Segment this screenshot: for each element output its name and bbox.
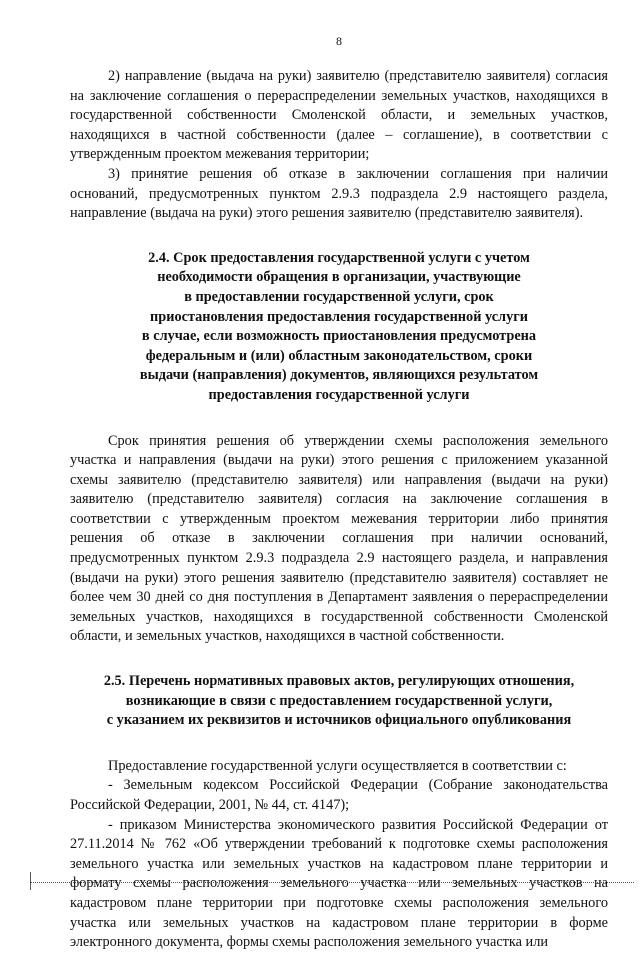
heading-line: федеральным и (или) областным законодательством, сроки [145, 347, 533, 364]
heading-line: необходимости обращения в организации, участвующие [157, 269, 521, 286]
heading-line: 2.5. Перечень нормативных правовых актов, регулирующих отношения, [103, 673, 575, 690]
section-2-5-item-land-code: - Земельным кодексом Российской Федерации (Собрание законодательства Российской Федерации, 2001, № 44, ст. 4147); [70, 777, 608, 813]
section-2-4-body: Срок принятия решения об утверждении схемы расположения земельного участка и направления (выдачи на руки) этого решения с приложением указанной схемы заявителю (представителю заявителя) или направления (выдачи на руки) заявителю (представителю заявителя) согласия на заключение соглашения в соответствии с утвержденным проектом межевания территории либо принятия решения об отказе в заключении соглашения при наличии оснований, предусмотренных пунктом 2.9.3 подраздела 2.9 настоящего раздела, и направления (выдачи на руки) этого решения заявителю (представителю заявителя) составляет не более чем 30 дней со дня поступления в Департамент заявления о перераспределении земельных участков, находящихся в государственной собственности Смоленской области, и земельных участков, находящихся в частной собственности. [70, 432, 608, 645]
heading-line: приостановления предоставления государственной услуги [150, 308, 528, 325]
heading-line: с указанием их реквизитов и источников официального опубликования [106, 712, 572, 729]
scan-edge-mark [30, 872, 31, 890]
page-bottom-divider [30, 882, 634, 883]
section-heading-line [70, 249, 608, 406]
heading-line: возникающие в связи с предоставлением государственной услуги, [125, 692, 553, 709]
intro-item-2: 2) направление (выдача на руки) заявителю (представителю заявителя) согласия на заключение соглашения о перераспределении земельных участков, находящихся в государственной собственности Смоленской области, и земельных участков, находящихся в частной собственности (далее – соглашение), в соответствии с утвержденным проектом межевания территории; [70, 68, 608, 163]
page-number: 8 [336, 34, 342, 48]
section-2-5-heading [70, 672, 608, 731]
section-2-5-lead: Предоставление государственной услуги осуществляется в соответствии с: [108, 757, 567, 774]
heading-line: 2.4. Срок предоставления государственной услуги с учетом [148, 249, 530, 266]
section-heading-line [70, 672, 608, 731]
heading-line: предоставления государственной услуги [208, 386, 470, 403]
heading-line: в предоставлении государственной услуги, срок [184, 288, 494, 305]
heading-line: в случае, если возможность приостановления предусмотрена [141, 328, 537, 345]
intro-item-3: 3) принятие решения об отказе в заключении соглашения при наличии оснований, предусмотренных пунктом 2.9.3 подраздела 2.9 настоящего раздела, направление (выдача на руки) этого решения заявителю (представителю заявителя). [70, 165, 608, 222]
section-2-4-heading [70, 249, 608, 406]
section-2-5-item-order-762: - приказом Министерства экономического развития Российской Федерации от 27.11.2014 № 762 «Об утверждении требований к подготовке схемы расположения земельного участка или земельных участков на кадастровом плане территории и формату схемы расположения земельного участка или земельных участков на кадастровом плане территории при подготовке схемы расположения земельного участка или земельных участков на кадастровом плане территории в форме электронного документа, формы схемы расположения земельного участка или [70, 816, 608, 951]
heading-line: выдачи (направления) документов, являющихся результатом [139, 367, 539, 384]
